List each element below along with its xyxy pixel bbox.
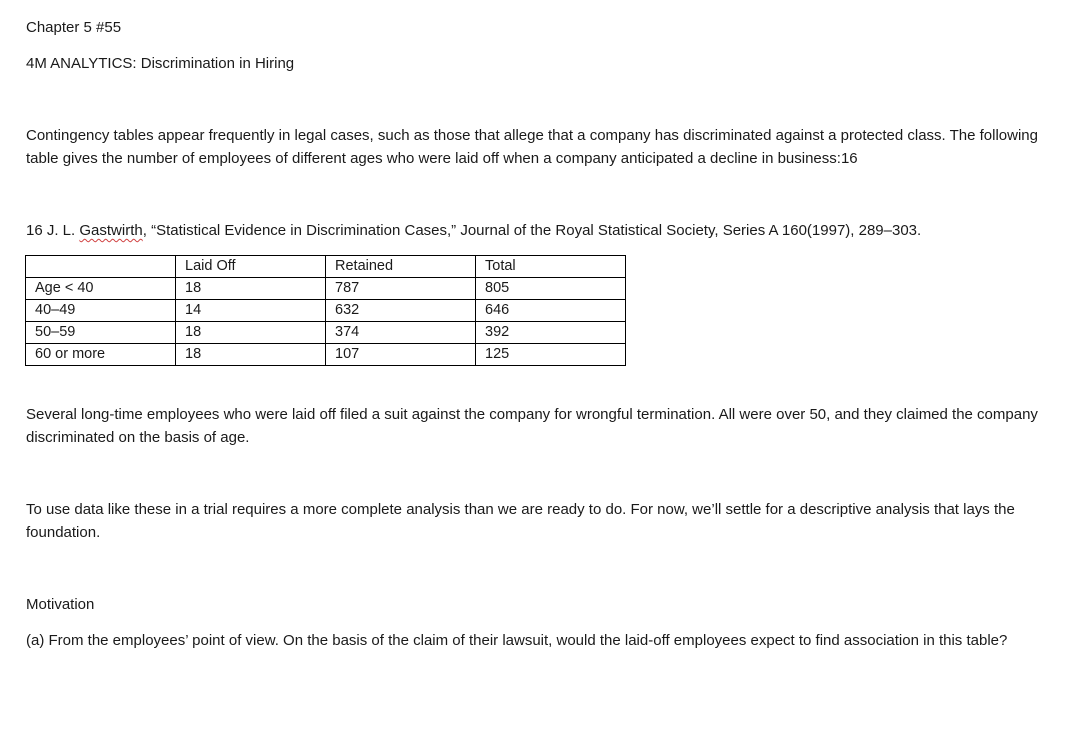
table-cell: 805 bbox=[476, 278, 626, 300]
intro-paragraph: Contingency tables appear frequently in legal cases, such as those that allege that a company has discriminated against a protected class. The following table gives the number of employees of different ages who were laid off when a company anticipated a decline in business:16 bbox=[26, 127, 1038, 167]
lawsuit-paragraph: Several long-time employees who were laid off filed a suit against the company for wrongful termination. All were over 50, and they claimed the company discriminated on the basis of age. bbox=[26, 406, 1038, 446]
motivation-heading: Motivation bbox=[26, 596, 95, 613]
table-row bbox=[26, 322, 626, 344]
table-cell: 646 bbox=[476, 300, 626, 322]
table-header-cell: Total bbox=[476, 256, 626, 278]
table-cell: 50–59 bbox=[26, 322, 176, 344]
table-row bbox=[26, 344, 626, 366]
table-header-cell: Retained bbox=[326, 256, 476, 278]
footnote-citation: , “Statistical Evidence in Discrimination Cases,” Journal of the Royal Statistical Society, Series A 160(1997), 289–303. bbox=[142, 222, 922, 239]
table-header-cell bbox=[26, 256, 176, 278]
table-row bbox=[26, 278, 626, 300]
table-cell: 14 bbox=[176, 300, 326, 322]
table-cell: 60 or more bbox=[26, 344, 176, 366]
footnote bbox=[26, 219, 921, 242]
footnote-author-misspelled: Gastwirth bbox=[79, 222, 143, 239]
footnote-number: 16 J. L. bbox=[26, 222, 76, 239]
question-a: (a) From the employees’ point of view. On the basis of the claim of their lawsuit, would the laid-off employees expect to find association in this table? bbox=[26, 632, 1008, 649]
table-cell: 787 bbox=[326, 278, 476, 300]
section-title: 4M ANALYTICS: Discrimination in Hiring bbox=[26, 55, 295, 72]
table-cell: 107 bbox=[326, 344, 476, 366]
layoff-table bbox=[25, 255, 626, 366]
table-cell: 18 bbox=[176, 344, 326, 366]
table-header-row bbox=[26, 256, 626, 278]
table-cell: 125 bbox=[476, 344, 626, 366]
table-cell: 40–49 bbox=[26, 300, 176, 322]
table-cell: 18 bbox=[176, 322, 326, 344]
analysis-paragraph: To use data like these in a trial requires a more complete analysis than we are ready to do. For now, we’ll settle for a descriptive analysis that lays the foundation. bbox=[26, 501, 1015, 541]
table-cell: 392 bbox=[476, 322, 626, 344]
table-header-cell: Laid Off bbox=[176, 256, 326, 278]
table-cell: 18 bbox=[176, 278, 326, 300]
table-row bbox=[26, 300, 626, 322]
table-cell: 632 bbox=[326, 300, 476, 322]
table-cell: Age < 40 bbox=[26, 278, 176, 300]
chapter-heading: Chapter 5 #55 bbox=[26, 19, 122, 36]
table-cell: 374 bbox=[326, 322, 476, 344]
